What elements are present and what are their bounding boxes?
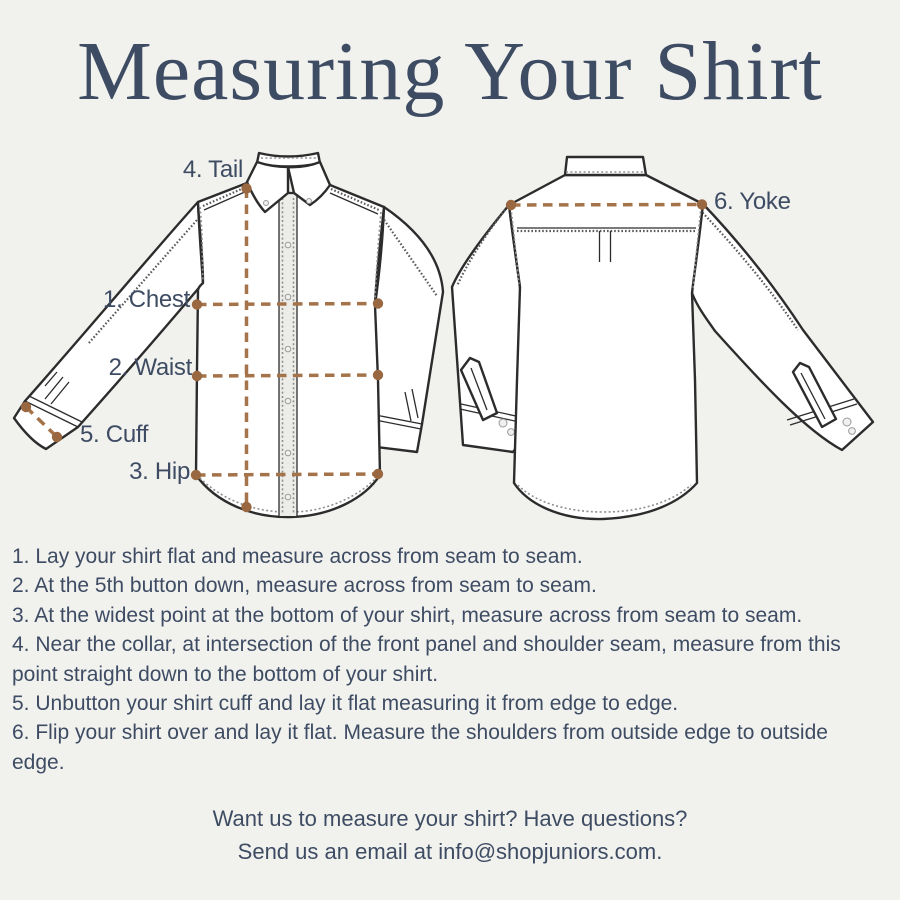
label-tail: 4. Tail <box>182 156 243 183</box>
footer-email-line: Send us an email at info@shopjuniors.com. <box>237 838 663 864</box>
measure-dot <box>192 371 202 381</box>
instruction-5: 5. Unbutton your shirt cuff and lay it flat measuring it from edge to edge. <box>12 692 679 716</box>
instruction-1: 1. Lay your shirt flat and measure across from seam to seam. <box>12 545 583 568</box>
measure-dot <box>192 299 202 309</box>
back-right-sleeve <box>692 204 873 450</box>
measure-dot <box>697 199 707 209</box>
shirt-button <box>285 494 291 500</box>
front-left-sleeve <box>14 202 203 449</box>
label-cuff: 5. Cuff <box>80 421 149 448</box>
measure-dot <box>21 402 31 412</box>
instruction-3: 3. At the widest point at the bottom of your shirt, measure across from seam to seam. <box>12 603 803 627</box>
shirt-button <box>285 242 291 248</box>
measure-dot <box>241 502 251 512</box>
shirt-button <box>285 398 291 404</box>
page-title: Measuring Your Shirt <box>77 25 823 118</box>
label-yoke: 6. Yoke <box>714 188 791 215</box>
measure-dot <box>191 470 201 480</box>
shirt-button <box>285 346 291 352</box>
measure-dot <box>506 200 516 210</box>
measure-dot <box>52 432 62 442</box>
measure-dot <box>241 183 251 193</box>
instructions-list <box>12 542 850 777</box>
instruction-6: 6. Flip your shirt over and lay it flat. Measure the shoulders from outside edge to outside edge. <box>12 721 828 774</box>
collar-button <box>307 199 312 204</box>
front-shirt-illustration <box>14 153 443 517</box>
back-body <box>509 175 703 519</box>
instruction-2: 2. At the 5th button down, measure across from seam to seam. <box>12 574 597 598</box>
footer-contact <box>0 803 900 868</box>
shirt-button <box>285 450 291 456</box>
shirt-measurement-diagram <box>0 146 900 532</box>
measure-dot <box>373 370 383 380</box>
measure-dot <box>373 469 383 479</box>
collar-button <box>264 201 269 206</box>
label-chest: 1. Chest <box>103 286 190 313</box>
label-hip: 3. Hip <box>129 458 190 485</box>
shirt-button <box>285 294 291 300</box>
footer-question-line: Want us to measure your shirt? Have questions? <box>212 806 688 832</box>
instruction-4: 4. Near the collar, at intersection of the front panel and shoulder seam, measure from this point straight down to the bottom of your shirt. <box>12 633 841 686</box>
measure-dot <box>373 298 383 308</box>
back-shirt-illustration <box>452 157 873 519</box>
label-waist: 2. Waist <box>108 354 192 381</box>
